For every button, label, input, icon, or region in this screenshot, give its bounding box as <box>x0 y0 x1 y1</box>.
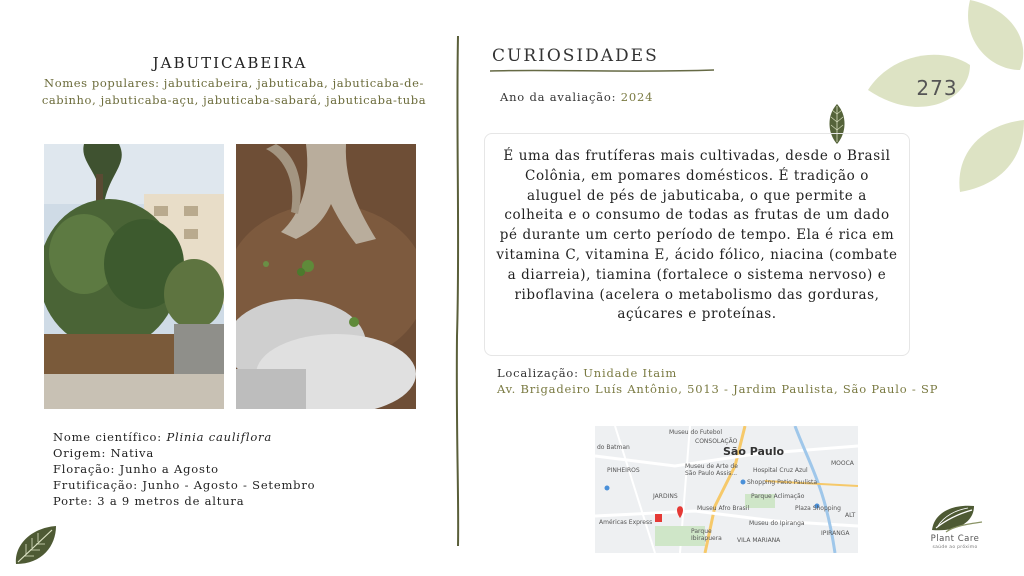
map-label-museu-ipiranga: Museu do Ipiranga <box>749 520 805 527</box>
map-city-label: São Paulo <box>723 445 785 458</box>
map-label-museu-futebol: Museu do Futebol <box>669 429 723 436</box>
map-label-batman: do Batman <box>597 444 630 451</box>
brand-tagline: saúde ao próximo <box>932 545 978 550</box>
popular-names: Nomes populares: jabuticabeira, jabuticaba, jabuticaba-de-cabinho, jabuticaba-açu, jabuticaba-sabará, jabuticaba-tuba <box>41 76 427 107</box>
map-label-ibirapuera: Parque Ibirapuera <box>691 528 722 542</box>
evaluation-year <box>500 90 653 104</box>
tree-photo <box>44 144 224 409</box>
scientific-name-line <box>53 429 433 445</box>
brand-name: Plant Care <box>930 534 980 544</box>
curiosities-title: CURIOSIDADES <box>492 46 659 66</box>
title-underline <box>490 68 714 74</box>
column-divider <box>453 36 463 546</box>
location-map[interactable] <box>595 426 858 553</box>
map-label-hospital: Hospital Cruz Azul <box>753 467 808 474</box>
year-value: 2024 <box>620 90 654 104</box>
map-label-vila-mariana: VILA MARIANA <box>737 537 781 544</box>
origin-line: Origem: Nativa <box>53 446 154 460</box>
map-label-consolacao: CONSOLAÇÃO <box>695 438 738 445</box>
map-label-masp: Museu de Arte de São Paulo Assis... <box>685 463 738 477</box>
map-label-plaza-shopping: Plaza Shopping <box>795 505 841 512</box>
location-address: Av. Brigadeiro Luís Antônio, 5013 - Jardim Paulista, São Paulo - SP <box>497 382 939 396</box>
plant-number-badge: 273 <box>916 76 958 100</box>
map-label-pinheiros: PINHEIROS <box>607 467 640 474</box>
map-label-americas: Américas Express <box>599 519 653 526</box>
location-label: Localização: <box>497 366 579 380</box>
map-label-mooca: MOOCA <box>831 460 854 467</box>
fruiting-line: Frutificação: Junho - Agosto - Setembro <box>53 478 316 492</box>
year-label: Ano da avaliação: <box>500 90 617 104</box>
map-label-museu-afro: Museu Afro Brasil <box>697 505 750 512</box>
map-label-alt: ALT <box>845 512 856 519</box>
flowering-line: Floração: Junho a Agosto <box>53 462 219 476</box>
plant-facts <box>53 429 433 509</box>
map-label-shopping: Shopping Patio Paulista <box>747 479 818 486</box>
map-label-aclimacao: Parque Aclimação <box>751 493 805 500</box>
map-label-jardins: JARDINS <box>653 493 678 500</box>
scientific-name: Plinia cauliflora <box>166 430 272 444</box>
scientific-label: Nome científico: <box>53 430 162 444</box>
plant-title: JABUTICABEIRA <box>152 54 308 72</box>
location-line <box>497 366 677 380</box>
location-unit: Unidade Itaim <box>583 366 678 380</box>
curiosities-text: É uma das frutíferas mais cultivadas, desde o Brasil Colônia, em pomares domésticos. É tradição o aluguel de pés de jabuticaba, o que permite a colheita e o consumo de todas as frutas de um dado pé durante um certo período de tempo. Ela é rica em vitamina C, vitamina E, ácido fólico, niacina (combate a diarreia), tiamina (fortalece o sistema nervoso) e riboflavina (acelera o metabolismo das gorduras, açúcares e proteínas. <box>496 148 898 323</box>
size-line: Porte: 3 a 9 metros de altura <box>53 494 245 508</box>
trunk-photo <box>236 144 416 409</box>
leaf-icon-bottom-left <box>12 524 60 568</box>
map-label-ipiranga: IPIRANGA <box>821 530 850 537</box>
plant-care-logo-icon <box>928 502 984 536</box>
